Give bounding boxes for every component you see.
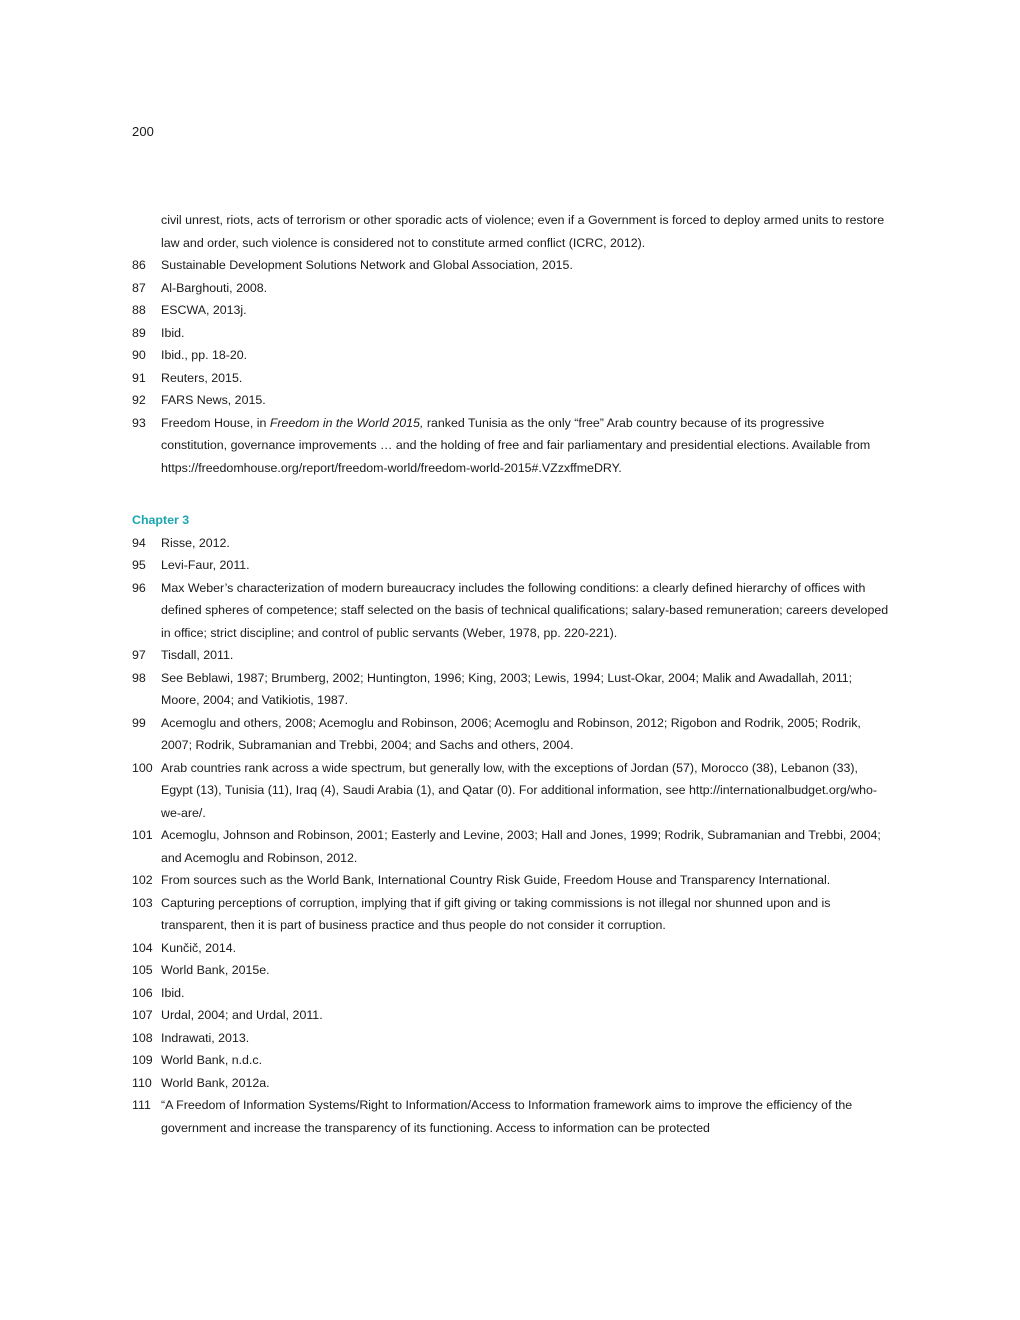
endnote-text: Kunčič, 2014. [161,940,237,955]
endnote-number: 102 [132,873,153,887]
endnote-text-part: ranked Tunisia as the only “free” Arab country because of its progressive constitution, governance improvements … and the holding of free and fair parliamentary and presidential elections. Available from https://freedomhouse.org/report/freedom-world/freedom-world-2015#.VZzxffmeDRY. [161,415,871,475]
endnote-number: 90 [132,348,146,362]
endnote-95 [132,554,892,577]
endnote-number: 89 [132,325,146,340]
endnote-number: 96 [132,580,146,595]
endnote-99 [132,712,892,757]
endnote-number: 97 [132,648,146,662]
endnote-110 [132,1072,892,1095]
endnote-number: 105 [132,963,153,977]
endnote-89 [132,322,892,345]
endnote-text: Acemoglu, Johnson and Robinson, 2001; Easterly and Levine, 2003; Hall and Jones, 1999; Rodrik, Subramanian and Trebbi, 2004; and Acemoglu and Robinson, 2012. [161,828,881,865]
endnote-number: 104 [132,940,153,955]
page-number: 200 [132,124,154,139]
endnote-text-part: Freedom House, in [161,415,270,430]
endnote-text: Urdal, 2004; and Urdal, 2011. [161,1008,323,1022]
endnote-number: 101 [132,828,153,842]
endnote-text: Al-Barghouti, 2008. [161,280,268,295]
endnote-97 [132,644,892,667]
endnote-103 [132,892,892,937]
endnote-text: Ibid., pp. 18-20. [161,348,248,362]
endnote-number: 111 [132,1098,151,1112]
endnotes-list-part2 [132,532,892,1140]
endnote-text [161,412,892,480]
endnote-text: Reuters, 2015. [161,370,243,385]
endnote-number: 99 [132,715,146,730]
endnote-101 [132,824,892,869]
endnote-91 [132,367,892,390]
endnote-text: World Bank, 2012a. [161,1075,270,1090]
endnote-text: Ibid. [161,985,185,1000]
endnote-text: “A Freedom of Information Systems/Right to Information/Access to Information framework aims to improve the efficiency of the government and increase the transparency of its functioning. Access to information can be protected [161,1098,853,1135]
endnote-87 [132,277,892,300]
endnote-text: Max Weber’s characterization of modern bureaucracy includes the following conditions: a clearly defined hierarchy of offices with defined spheres of competence; staff selected on the basis of technical qualifications; salary-based remuneration; careers developed in office; strict discipline; and control of public servants (Weber, 1978, pp. 220-221). [161,580,889,640]
endnote-number: 86 [132,258,146,272]
endnote-number: 98 [132,670,146,685]
endnote-text: Risse, 2012. [161,535,230,550]
endnotes-list-part1 [132,254,892,412]
endnote-105 [132,959,892,982]
section-heading: Chapter 3 [132,513,190,527]
endnote-text: World Bank, 2015e. [161,963,270,977]
endnote-108 [132,1027,892,1050]
publication-title: Freedom in the World 2015, [269,415,424,430]
endnote-90 [132,344,892,367]
endnote-98 [132,667,892,712]
endnote-number: 109 [132,1053,153,1067]
endnote-88 [132,299,892,322]
endnote-number: 108 [132,1030,153,1045]
endnote-number: 110 [132,1075,152,1090]
endnote-number: 91 [132,370,146,385]
endnote-text: See Beblawi, 1987; Brumberg, 2002; Huntington, 1996; King, 2003; Lewis, 1994; Lust-Okar, 2004; Malik and Awadallah, 2011; Moore, 2004; and Vatikiotis, 1987. [161,670,853,707]
endnote-number: 88 [132,303,146,317]
endnotes [132,209,892,1139]
endnote-100 [132,757,892,825]
endnote-number: 95 [132,558,146,572]
endnote-107 [132,1004,892,1027]
endnote-94 [132,532,892,555]
endnote-number: 100 [132,760,153,775]
endnote-text: Indrawati, 2013. [161,1030,250,1045]
endnote-text: ESCWA, 2013j. [161,303,247,317]
endnote-text: World Bank, n.d.c. [161,1053,263,1067]
endnote-text: civil unrest, riots, acts of terrorism or other sporadic acts of violence; even if a Government is forced to deploy armed units to restore law and order, such violence is considered not to constitute armed conflict (ICRC, 2012). [161,213,885,250]
endnote-text: Ibid. [161,325,185,340]
endnote-102 [132,869,892,892]
endnote-86 [132,254,892,277]
endnote-text: From sources such as the World Bank, International Country Risk Guide, Freedom House and Transparency International. [161,873,831,887]
endnote-number: 87 [132,280,146,295]
endnote-number: 94 [132,535,146,550]
endnote-106 [132,982,892,1005]
endnote-text: Acemoglu and others, 2008; Acemoglu and Robinson, 2006; Acemoglu and Robinson, 2012; Rigobon and Rodrik, 2005; Rodrik, 2007; Rodrik, Subramanian and Trebbi, 2004; and Sachs and others, 2004. [161,715,861,752]
endnote-96 [132,577,892,645]
endnote-continuation [132,209,892,254]
endnote-number: 106 [132,985,153,1000]
endnote-number: 93 [132,415,146,430]
endnote-111 [132,1094,892,1139]
endnote-text: FARS News, 2015. [161,393,266,407]
endnote-93 [132,412,892,480]
endnote-text: Tisdall, 2011. [161,648,234,662]
endnote-number: 92 [132,393,146,407]
endnote-text: Sustainable Development Solutions Network and Global Association, 2015. [161,258,573,272]
endnote-text: Capturing perceptions of corruption, implying that if gift giving or taking commissions is not illegal nor shunned upon and is transparent, then it is part of business practice and thus people do not consider it corruption. [161,895,831,932]
endnote-104 [132,937,892,960]
endnote-number: 107 [132,1008,153,1022]
endnote-92 [132,389,892,412]
endnote-text: Levi-Faur, 2011. [161,558,250,572]
endnote-109 [132,1049,892,1072]
endnote-number: 103 [132,895,153,910]
endnote-text: Arab countries rank across a wide spectrum, but generally low, with the exceptions of Jordan (57), Morocco (38), Lebanon (33), Egypt (13), Tunisia (11), Iraq (4), Saudi Arabia (1), and Qatar (0). For additional information, see http://internationalbudget.org/who-we-are/. [161,760,878,820]
